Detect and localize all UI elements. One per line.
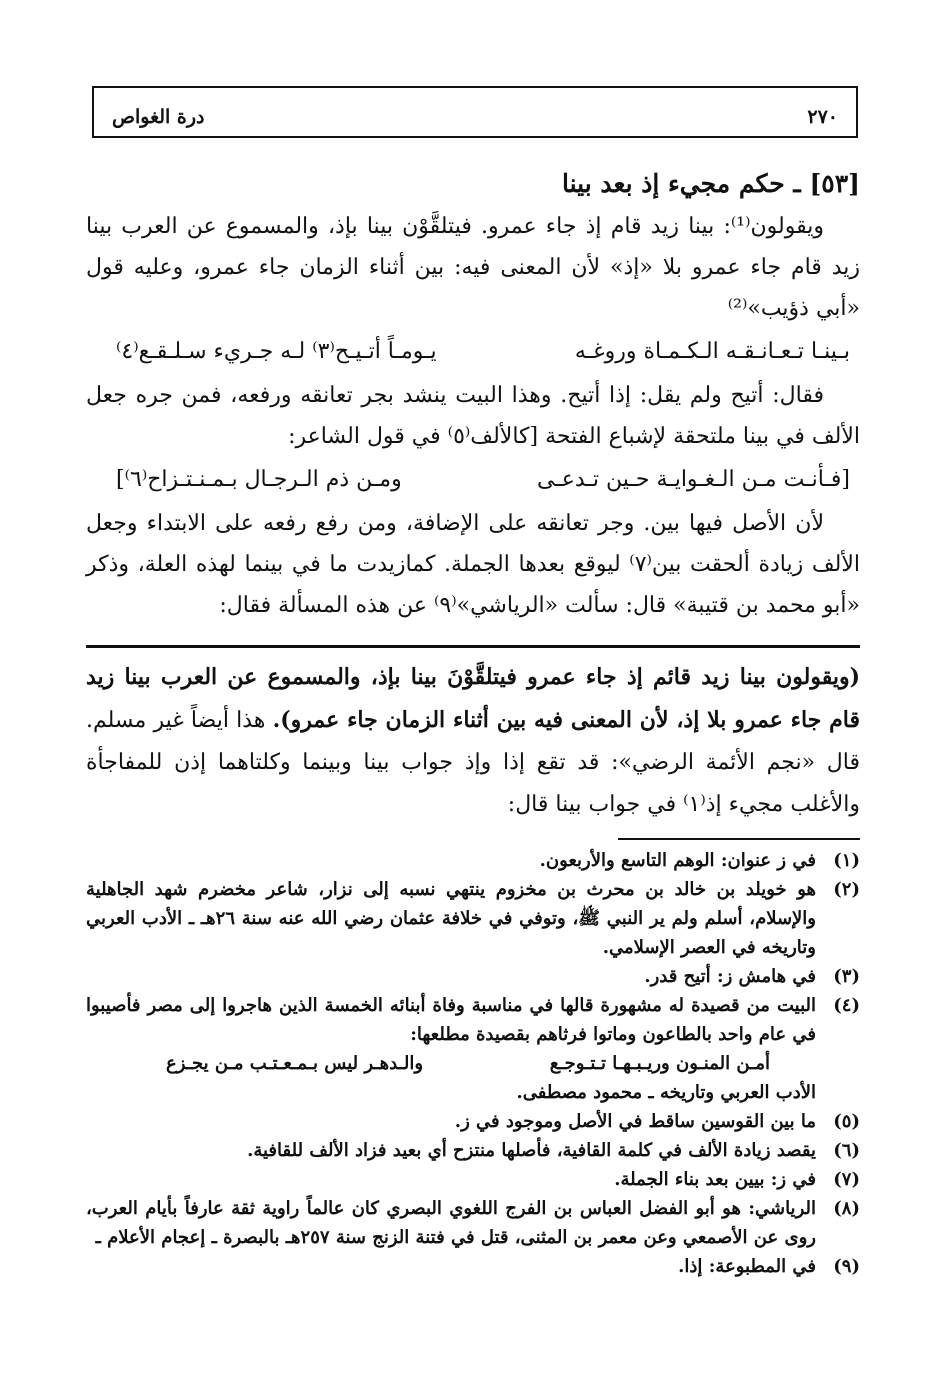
verse-1-first-hemistich: بـينـا تـعـانـقـه الـكـمـاة وروغـه [574, 339, 850, 364]
commentary-text [86, 656, 860, 826]
footnote [86, 846, 860, 875]
commentary [86, 656, 860, 826]
footnote-rule [618, 838, 860, 840]
verse-1-second-hemistich: يـومـاً أتـيـح⁽٣⁾ لـه جـريء سـلـقـع⁽٤⁾ [116, 339, 437, 364]
footnote-number: (٨) [833, 1198, 860, 1219]
verse-2 [86, 457, 860, 503]
footnote-number: (١) [833, 850, 860, 871]
main-text [86, 162, 860, 626]
commentary-body: هذا أيضاً غير مسلم. قال «نجم الأئمة الرضي»: قد تقع إذا وإذ جواب بينا وبينما وكلتاهما إذن للمفاجأة والأغلب مجيء إذ⁽١⁾ في جواب بينا قال: [86, 708, 860, 817]
footnote [86, 1165, 860, 1194]
section-title: [٥٣] ـ حكم مجيء إذ بعد بينا [562, 169, 860, 198]
footnote-text: في ز: بيين بعد بناء الجملة. [614, 1169, 816, 1190]
footnote-text: البيت من قصيدة له مشهورة قالها في مناسبة وفاة أبنائه الخمسة الذين هاجروا إلى مصر فأصيبوا في عام واحد بالطاعون وماتوا فرثاهم بقصيدة مطلعها: [86, 995, 816, 1045]
footnote-text: الرياشي: هو أبو الفضل العباس بن الفرج اللغوي البصري كان عالماً راوية ثقة عارفاً بأيام العرب، روى عن الأصمعي وعن معمر بن المثنى، قتل في فتنة الزنج سنة ٢٥٧هـ بالبصرة ـ إعجام الأعلام ـ [86, 1198, 816, 1248]
footnote-text: في المطبوعة: إذا. [678, 1256, 816, 1277]
footnote-number: (٥) [833, 1111, 860, 1132]
footnote-number: (٣) [833, 966, 860, 987]
footnote-source: الأدب العربي وتاريخه ـ محمود مصطفى. [516, 1082, 816, 1103]
footnotes [86, 846, 860, 1281]
footnote-number: (٧) [833, 1169, 860, 1190]
footnote-number: (٢) [833, 879, 860, 900]
footnote-verse-first-hemistich: أمـن المنـون وريـبـهـا تـتـوجـع [549, 1053, 770, 1074]
footnote-verse-second-hemistich: والـدهـر ليس بـمـعـتـب مـن يجـزع [166, 1053, 424, 1074]
footnote-verse [86, 1049, 860, 1078]
footnote-text: في هامش ز: أتيح قدر. [644, 966, 816, 987]
footnote-number: (٩) [833, 1256, 860, 1277]
footnote [86, 1252, 860, 1281]
footnote [86, 1136, 860, 1165]
footnote-number: (٤) [833, 995, 860, 1016]
paragraph-3: لأن الأصل فيها بين. وجر تعانقه على الإضافة، ومن رفع رفعه على الابتداء وجعل الألف زيادة ألحقت بين⁽٧⁾ ليوقع بعدها الجملة. كمازيدت ما في بينما لهذه العلة، وذكر «أبو محمد بن قتيبة» قال: سألت «الرياشي»⁽٩⁾ عن هذه المسألة فقال: [86, 511, 860, 618]
footnote [86, 1194, 860, 1252]
verse-2-second-hemistich: ومـن ذم الـرجـال بـمـنـتـزاح⁽٦⁾] [116, 467, 402, 492]
book-title: درة الغواص [112, 106, 205, 128]
commentary-quote: (ويقولون بينا زيد قائم إذ جاء عمرو فيتلقَّوْنَ بينا بإذ، والمسموع عن العرب بينا زيد قام جاء عمرو بلا إذ، لأن المعنى فيه بين أثناء الزمان جاء عمرو). [86, 664, 860, 733]
footnote-text: في ز عنوان: الوهم التاسع والأربعون. [539, 850, 816, 871]
page-header [92, 86, 858, 138]
footnote-number: (٦) [833, 1140, 860, 1161]
paragraph-2: فقال: أتيح ولم يقل: إذا أتيح. وهذا البيت ينشد بجر تعانقه ورفعه، فمن جره جعل الألف في بينا ملتحقة لإشباع الفتحة [كالألف⁽٥⁾ في قول الشاعر: [86, 383, 860, 449]
footnote-text: هو خويلد بن خالد بن محرث بن مخزوم ينتهي نسبه إلى نزار، شاعر مخضرم شهد الجاهلية والإسلام، أسلم ولم ير النبي ﷺ، وتوفي في خلافة عثمان رضي الله عنه سنة ٢٦هـ ـ الأدب العربي وتاريخه في العصر الإسلامي. [86, 879, 817, 958]
footnote [86, 991, 860, 1049]
verse-1 [86, 329, 860, 375]
verse-2-first-hemistich: [فـأنـت مـن الـغـوايـة حـين تـدعـى [537, 467, 850, 492]
section-divider [86, 645, 860, 648]
page-number: ٢٧٠ [807, 106, 838, 128]
footnote [86, 1107, 860, 1136]
paragraph-1: ويقولون⁽¹⁾: بينا زيد قام إذ جاء عمرو. فيتلقَّوْن بينا بإذ، والمسموع عن العرب بينا زيد قام جاء عمرو بلا «إذ» لأن المعنى فيه: بين أثناء الزمان جاء عمرو، وعليه قول «أبي ذؤيب»⁽²⁾ [86, 214, 860, 321]
footnote-text: ما بين القوسين ساقط في الأصل وموجود في ز. [454, 1111, 816, 1132]
footnote-text: يقصد زيادة الألف في كلمة القافية، فأصلها منتزح أي بعيد فزاد الألف للقافية. [247, 1140, 816, 1161]
footnote [86, 875, 860, 962]
footnote [86, 962, 860, 991]
